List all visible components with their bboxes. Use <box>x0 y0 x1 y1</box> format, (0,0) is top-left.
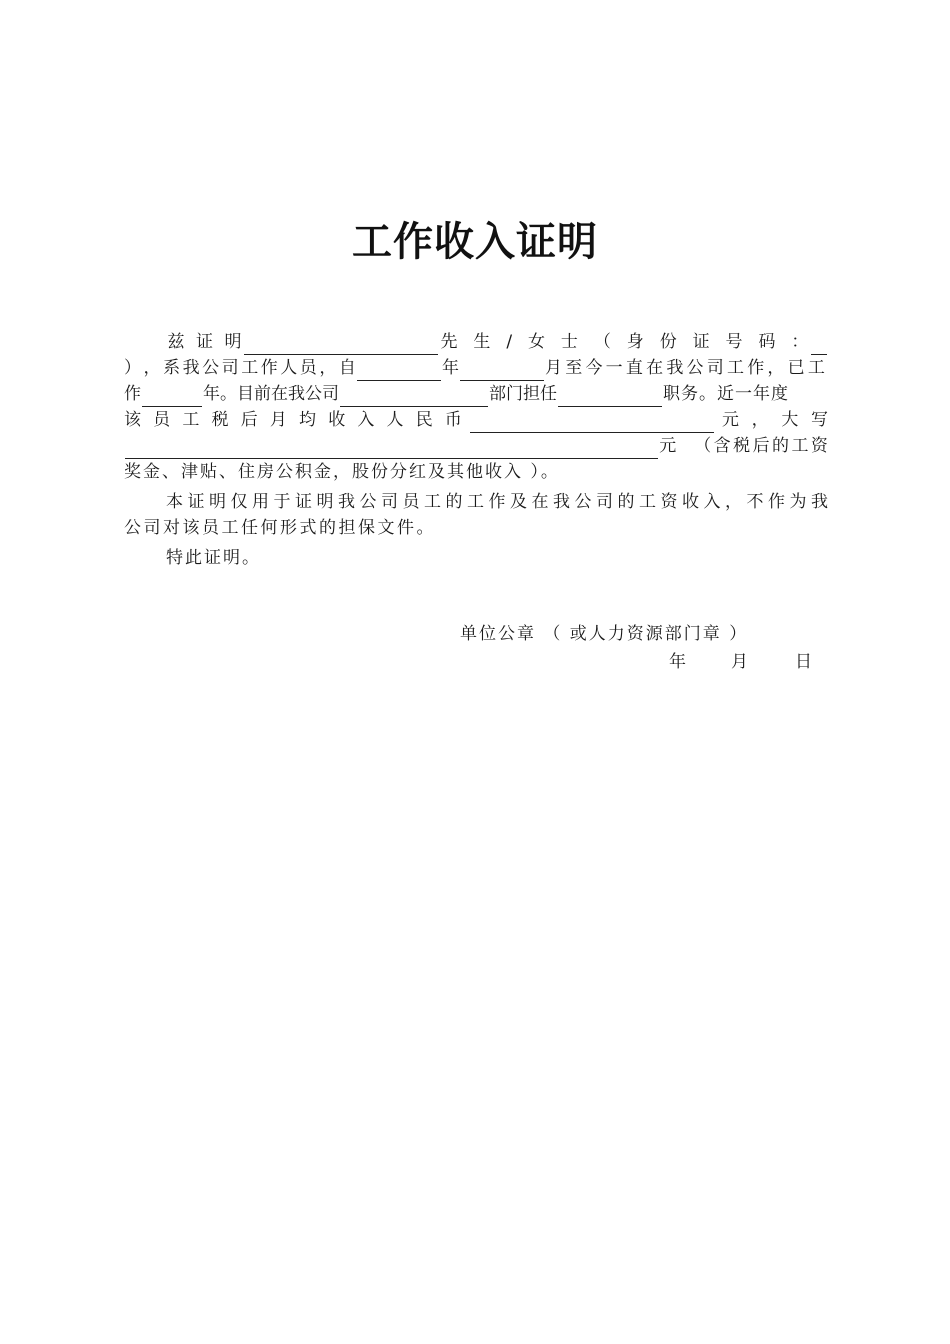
char: 司 <box>596 492 613 512</box>
char: 收 <box>328 410 346 430</box>
char: 我 <box>182 358 200 378</box>
char: ， <box>767 358 785 378</box>
char: 今 <box>585 358 603 378</box>
char: 士 <box>560 332 578 352</box>
char: 明 <box>209 492 226 512</box>
id-number-blank-start[interactable] <box>811 334 827 355</box>
char: 后 <box>752 436 770 456</box>
char: 在 <box>531 492 549 512</box>
char: 公 <box>359 492 377 512</box>
char: 的 <box>617 492 635 512</box>
char: 于 <box>273 492 291 512</box>
income-includes-text <box>694 433 828 459</box>
char: 税 <box>211 410 229 430</box>
char: 我 <box>811 492 828 512</box>
char: 直 <box>625 358 643 378</box>
char: ） <box>124 358 141 378</box>
date-month-label: 月 <box>731 652 748 672</box>
char: 工 <box>182 410 200 430</box>
char: 司 <box>706 358 724 378</box>
yuan-uppercase-text <box>722 407 828 433</box>
char: 工 <box>241 358 259 378</box>
char: 作 <box>260 358 278 378</box>
char: 后 <box>240 410 258 430</box>
years-worked-blank[interactable] <box>142 386 202 407</box>
char: 作 <box>488 492 506 512</box>
char: 公 <box>574 492 592 512</box>
paragraph2-line2 <box>124 515 828 541</box>
position-year-text: 职务。近一年度 <box>663 384 789 404</box>
char: 号 <box>725 332 743 352</box>
char: 入 <box>357 410 375 430</box>
char: 我 <box>553 492 570 512</box>
purpose-continued-text: 公司对该员工任何形式的担保文件。 <box>124 518 436 538</box>
char: 该 <box>124 410 141 430</box>
char: 收 <box>682 492 699 512</box>
year-label: 年 <box>442 358 459 378</box>
char: 先 <box>440 332 458 352</box>
paragraph1-line6 <box>124 459 828 485</box>
char: 证 <box>187 492 205 512</box>
char: 至 <box>565 358 583 378</box>
paragraph1-line2 <box>124 355 828 381</box>
department-blank[interactable] <box>340 386 488 407</box>
department-role-text: 部门担任 <box>489 384 557 404</box>
paragraph3 <box>124 545 870 571</box>
name-blank[interactable] <box>244 334 438 355</box>
char: 仅 <box>230 492 248 512</box>
date-year-label: 年 <box>669 652 686 672</box>
char: 工 <box>726 358 744 378</box>
char: 系 <box>163 358 181 378</box>
char: 生 <box>473 332 491 352</box>
paragraph1-line3 <box>124 381 828 407</box>
paragraph2-line1 <box>124 489 828 515</box>
char: 含 <box>713 436 731 456</box>
char: 明 <box>224 332 242 352</box>
char: 作 <box>768 492 785 512</box>
char: 人 <box>386 410 404 430</box>
char: 工 <box>791 436 809 456</box>
purpose-text <box>166 489 828 515</box>
char: 工 <box>807 358 825 378</box>
char: 不 <box>746 492 764 512</box>
char: 公 <box>686 358 704 378</box>
char: 在 <box>646 358 664 378</box>
char: / <box>506 332 513 352</box>
char: 兹 <box>167 332 185 352</box>
char: ， <box>143 358 161 378</box>
paragraph1-line1 <box>124 329 828 355</box>
char: 用 <box>252 492 269 512</box>
char: 员 <box>299 358 317 378</box>
char: 税 <box>733 436 751 456</box>
char: 工 <box>424 492 441 512</box>
char: 码 <box>758 332 776 352</box>
yuan-label: 元 <box>659 436 677 456</box>
char: 员 <box>402 492 420 512</box>
income-components-text: 奖金、津贴、住房公积金，股份分红及其他收入 ）。 <box>124 462 560 482</box>
char: 身 <box>626 332 644 352</box>
char: （ <box>694 436 712 456</box>
char: 及 <box>510 492 527 512</box>
work-label: 作 <box>124 384 141 404</box>
char: 一 <box>605 358 623 378</box>
position-blank[interactable] <box>558 386 662 407</box>
char: 证 <box>196 332 213 352</box>
current-company-text: 年。目前在我公司 <box>203 384 339 404</box>
closing-text: 特此证明。 <box>166 548 261 568</box>
char: 女 <box>528 332 545 352</box>
char: 公 <box>202 358 220 378</box>
start-month-blank[interactable] <box>460 360 544 381</box>
start-year-blank[interactable] <box>357 360 441 381</box>
char: 我 <box>338 492 355 512</box>
char: 民 <box>415 410 433 430</box>
char: 司 <box>221 358 239 378</box>
char: 写 <box>810 410 828 430</box>
gender-id-text <box>441 329 809 355</box>
char: 自 <box>338 358 356 378</box>
char: 资 <box>810 436 828 456</box>
char: 的 <box>772 436 790 456</box>
char: 我 <box>666 358 684 378</box>
char: 证 <box>692 332 710 352</box>
char: 币 <box>444 410 462 430</box>
char: 工 <box>639 492 656 512</box>
char: 已 <box>787 358 805 378</box>
char: 作 <box>747 358 765 378</box>
paragraph1-line4 <box>124 407 828 433</box>
char: 大 <box>781 410 799 430</box>
char: 明 <box>316 492 334 512</box>
char: 为 <box>789 492 807 512</box>
income-amount-blank[interactable] <box>470 412 714 433</box>
paragraph1-line5 <box>124 433 828 459</box>
char: 员 <box>153 410 171 430</box>
char: 份 <box>659 332 677 352</box>
date-day-label: 日 <box>795 652 812 672</box>
char: 月 <box>269 410 287 430</box>
char: 工 <box>467 492 484 512</box>
char: 证 <box>295 492 312 512</box>
char: 人 <box>280 358 298 378</box>
char: 入 <box>703 492 721 512</box>
monthly-income-text <box>124 407 462 433</box>
char: 的 <box>445 492 463 512</box>
document-title: 工作收入证明 <box>352 219 598 265</box>
income-uppercase-blank[interactable] <box>125 438 658 459</box>
char: （ <box>593 332 611 352</box>
char: ： <box>791 332 809 352</box>
char: 资 <box>660 492 678 512</box>
certify-text <box>168 329 242 355</box>
char: 月 <box>545 358 562 378</box>
char: ， <box>751 410 769 430</box>
char: 司 <box>381 492 398 512</box>
char: ， <box>319 358 337 378</box>
char: ， <box>725 492 742 512</box>
employee-since-text <box>124 355 356 381</box>
char: 元 <box>722 410 739 430</box>
char: 均 <box>299 410 317 430</box>
char: 本 <box>166 492 183 512</box>
company-seal-label: 单位公章 （ 或人力资源部门章 ） <box>460 624 749 644</box>
worked-since-text <box>545 355 825 381</box>
